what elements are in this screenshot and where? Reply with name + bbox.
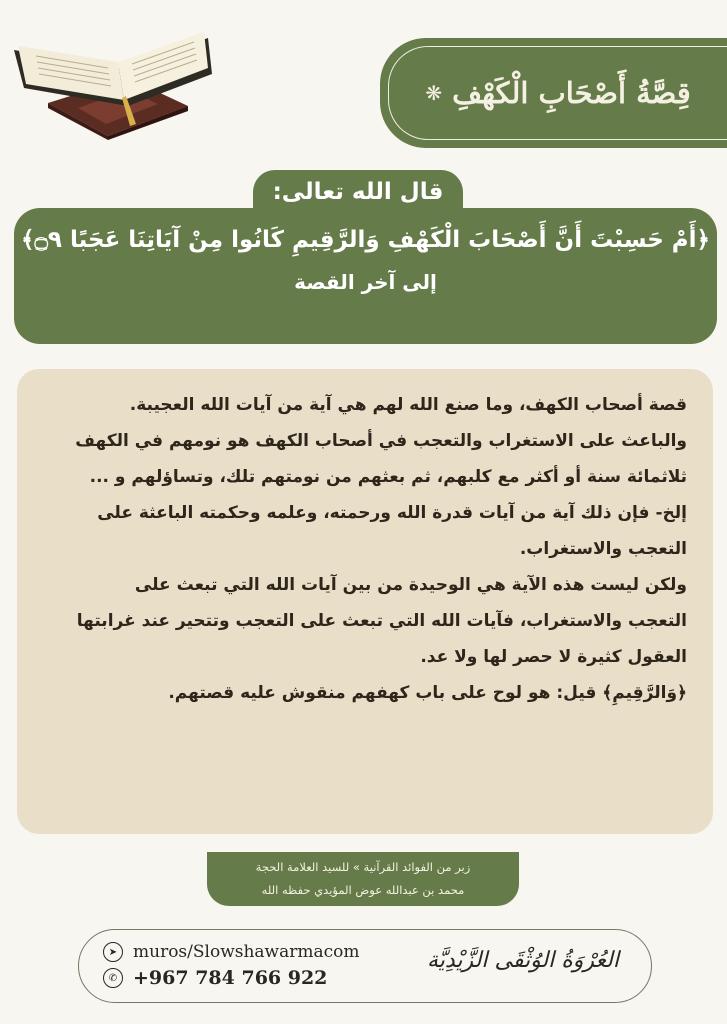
story-panel xyxy=(17,369,713,834)
verse-panel xyxy=(14,208,717,344)
ornament-star-icon: ❋ xyxy=(425,81,443,105)
verse-text: ﴿أَمْ حَسِبْتَ أَنَّ أَصْحَابَ الْكَهْفِ وَالرَّقِيمِ كَانُوا مِنْ آيَاتِنَا عَجَبًا ۝٩﴾ xyxy=(20,227,711,253)
telegram-icon: ➤ xyxy=(103,942,123,962)
credit-line-2: محمد بن عبدالله عوض المؤيدي حفظه الله xyxy=(261,883,465,897)
phone-number: +967 784 766 922 xyxy=(133,967,328,989)
verse-intro: قال الله تعالى: xyxy=(272,179,444,205)
story-line: التعجب والاستغراب، فآيات الله التي تبعث على التعجب وتتحير عند غرابتها xyxy=(76,611,687,631)
story-line: والباعث على الاستغراب والتعجب في أصحاب الكهف هو نومهم في الكهف xyxy=(75,431,687,451)
quran-book-illustration xyxy=(8,8,213,140)
story-line: ثلاثمائة سنة أو أكثر مع كلبهم، ثم بعثهم من نومتهم تلك، وتساؤلهم و ... xyxy=(89,467,687,487)
story-line: العقول كثيرة لا حصر لها ولا عد. xyxy=(420,647,687,667)
page-title: قِصَّةُ أَصْحَابِ الْكَهْفِ xyxy=(452,76,691,110)
story-line: التعجب والاستغراب. xyxy=(519,539,687,559)
story-line: قصة أصحاب الكهف، وما صنع الله لهم هي آية من آيات الله العجيبة. xyxy=(129,395,687,415)
story-line: إلخ- فإن ذلك آية من آيات قدرة الله ورحمته، وعلمه وحكمته الباعثة على xyxy=(97,503,687,523)
social-handle-row[interactable] xyxy=(103,940,360,964)
phone-row[interactable] xyxy=(103,966,327,990)
title-banner-border xyxy=(388,46,727,140)
title-banner xyxy=(380,38,727,148)
verse-ending: إلى آخر القصة xyxy=(294,270,437,294)
contact-footer xyxy=(78,929,652,1003)
social-handle: muros/Slowshawarmacom xyxy=(133,942,360,962)
brand-logo: العُرْوَةُ الوُثْقَى الزَّيْدِيَّة xyxy=(426,948,619,973)
source-credit xyxy=(207,852,519,906)
story-line: ولكن ليست هذه الآية هي الوحيدة من بين آيات الله التي تبعث على xyxy=(134,575,687,595)
whatsapp-icon: ✆ xyxy=(103,968,123,988)
credit-line-1: زبر من الفوائد القرآنية » للسيد العلامة الحجة xyxy=(255,860,471,874)
story-line: ﴿وَالرَّقِيمِ﴾ قيل: هو لوح على باب كهفهم منقوش عليه قصتهم. xyxy=(168,683,687,703)
